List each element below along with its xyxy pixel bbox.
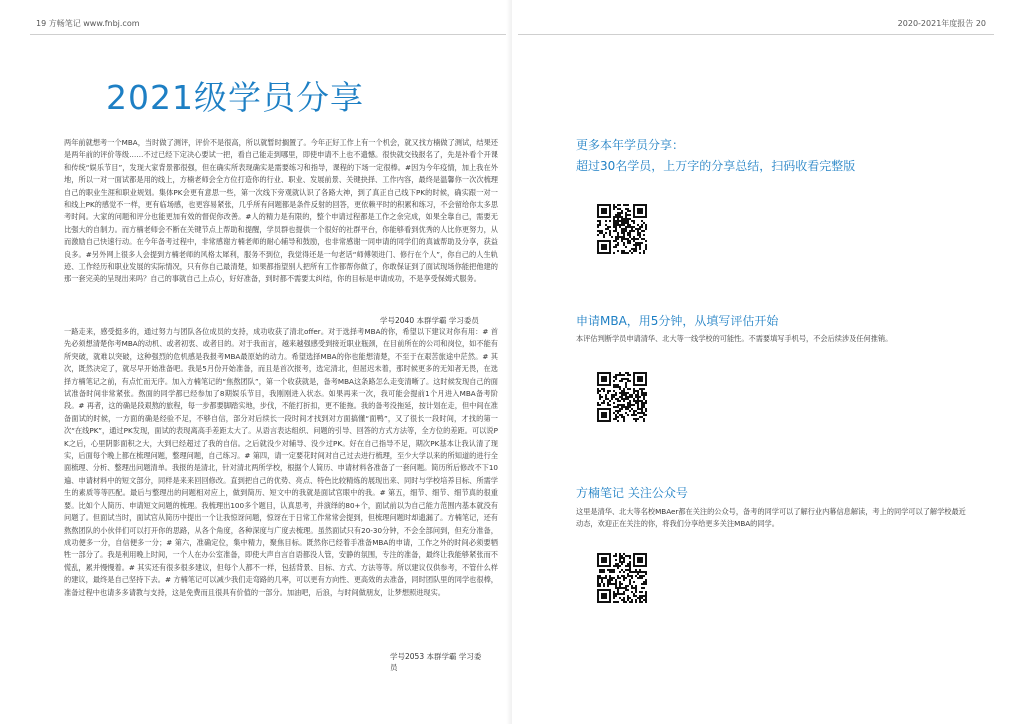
left-header-rule — [30, 34, 506, 35]
more-shares-subheading: 超过30名学员，上万字的分享总结，扫码收看完整版 — [576, 159, 856, 173]
apply-mba-heading: 申请MBA，用5分钟，从填写评估开始 — [576, 314, 779, 328]
qr-code-icon[interactable] — [596, 371, 648, 423]
left-running-header: 19 方畅笔记 www.fnbj.com — [36, 19, 140, 28]
apply-mba-description: 本评估判断学员申请清华、北大等一线学校的可能性。不需要填写手机号，不会后续涉及任何推销。 — [576, 334, 893, 343]
wechat-follow-heading: 方楠笔记 关注公众号 — [576, 486, 688, 500]
right-page — [512, 0, 1024, 724]
student-story-1: 两年前就想考一个MBA，当时做了测评，评价不是很高，所以就暂时搁置了。今年正好工作上有一个机会，就又找方楠做了测试，结果还是两年前的评价等级……不过已经下定决心要试一把，看自己能走到哪里，即使申请不上也不遗憾。很快就交钱报名了，先是补看个开课和传统“娱乐节目”，发现大家背景都很强，但在确实所表现确实是需要练习和指导，课程的下场一定很棒。#因为今年疫情，加上我在外地，所以一对一面试都是用的线上，方楠老师会全方位打造你的行业、职业、发展前景、关键抉择、工作内容，最终是温馨你一次次梳理自己的职业生涯和职业规划。集体PK会更有意思一些，第一次线下旁观就认识了各路大神，到了真正自己线下PK的时候，确实跟一对一和线上PK的感觉不一样，更有临场感，也更容易紧张，几乎所有问题都是条件反射的回答，更依赖平时的积累和练习，不会留给你太多思考时间。大家的问题和评分也能更加有效的督促你改善。#人的精力是有限的，整个申请过程都是工作之余完成，如果全靠自己，需要无比强大的自制力。而方楠老师会不断在关键节点上帮助和提醒，学员群也提供一个很好的社群平台，你能够看到优秀的人比你更努力，从而激励自己快速行动。在今年备考过程中，非常感谢方楠老师的耐心辅导和鼓励，也非常感谢一同申请的同学们的真诚帮助及分享，获益良多。#另外网上很多人会提到方楠老师的风格太犀利，服务不到位，我觉得还是一句老话“师傅领进门、修行在个人”，你自己的人生轨迹、工作经历和职业发展的实际情况，只有你自己最清楚，如果都指望别人把所有工作都帮你做了，你敢保证到了面试现场你能把他建的那一套完美的呈现出来吗？自己的事就自己上点心，好好准备，到时都不需要太纠结，你的目标是申请成功，不是享受保姆式服务。 — [64, 138, 498, 284]
wechat-follow-description: 这里是清华、北大等名校MBAer都在关注的公众号，备考的同学可以了解行业内幕信息解读，考上的同学可以了解学校最近动态，欢迎正在关注的你，将我们分享给更多关注MBA的同学。 — [576, 507, 966, 528]
student-byline-1: 学号2040 本群学霸 学习委员 — [380, 316, 479, 325]
student-byline-2: 学号2053 本群学霸 学习委员 — [390, 652, 482, 672]
qr-code-icon[interactable] — [596, 552, 648, 604]
student-story-2: 一路走来，感受挺多的，通过努力与团队各位成员的支持，成功收获了清北offer。对于选择考MBA的你，希望以下建议对你有用：# 首先必须想清楚你考MBA的动机、或者初衷、或者目的。对于我而言，越来越强感受到接近职业瓶颈，在目前所在的公司和岗位，如不能有所突破，就难以突破，这种强烈的危机感是我报考MBA最原始的动力。希望选择MBA的你也能想清楚，不至于在艰苦旅途中茫然。# 其次，既然决定了，就尽早开始准备吧。我是5月份开始准备，而且是首次报考，选定清北，但屈迟未着，那时候更多的无知者无畏，在选择方楠笔记之前，有点忙而无序。加入方楠笔记的“焦熬团队”，第一个收获就是，备考MBA这条路怎么走变清晰了。这时候发现自己的面试准备时间非常紧张。熬面的同学都已经参加了8期娱乐节目，我刚刚进入状态。如果再来一次，我可能会提前1个月进入MBA备考阶段。# 再者，这的确是段艰熬的旅程，每一步都要脚踏实地，步伐，不能打折扣，更不能拖。我的备考没拖延，按计划在走，但中间在准备面试的时候，一方面的确是经验不足，不够自信，部分对后续长一段时间才找到对方面搞懂“面鸭”，又了很长一段时间，才找的第一次“在线PK”，通过PK发现，面试的表现离高手差距太大了。从语言表达组织、问题的引导、回答的方式方法等，全方位的差距。可以说PK之后，心里阴影面积之大，大到已经超过了我的自信。之后就没少对辅导、没少过PK。好在自己指导不足，期次PK基本让我认清了现实，后面每个晚上都在梳理问题，整理问题，自己练习。# 第四，请一定要花时间对自己过去进行梳理，至少大学以来的所知道的进行全面梳理、分析、整理出问题清单。我报的是清北，针对清北两所学校，根据个人简历、申请材料各准备了一套问题。简历所后修改不下10遍、申请材料中的短文部分，同样是来来回回修改。直到把自己的优势、亮点、特色比较精炼的展现出来、同时与学校培养目标、所需学生的素质等等匹配。最后与整理出的问题相对应上，做到简历、短文中的我就是面试官眼中的我。# 第五，细节、细节、细节真的很重要。比如个人简历、申请短文问题的梳理。我梳理出100多个题目，认真思考，并演绎的80+个，面试前以为自己能力范围内基本就没有问题了。但面试当时，面试官从简历中提出一个让我惊讶问题，惊讶在于日常工作常常会提到，但梳理问题时却遗漏了。方楠笔记，还有熬熬团队的小伙伴们可以打开你的思路，从各个角度，各种深度与广度去梳理。虽然面试只有20-30分钟，不会全部问到，但充分准备，成功便多一分，自信便多一分；# 第六，准确定位，集中精力，聚焦目标。既然你已经着手准备MBA的申请，工作之外的时间必须要牺牲一部分了。我是利用晚上时间，一个人在办公室准备，即使大声自言自语都没人管，安静的氛围，专注的准备，最终让我能够紧张而不慌乱，累并慢慢着。# 其实还有很多很多建议，但每个人都不一样，包括背景、目标、方式、方法等等。所以建议仅供参考，不管什么样的建议，最终是自己坚持下去。# 方楠笔记可以减少我们走弯路的几率，可以更有方向性、更高效的去准备，同时团队里的同学也很棒，准备过程中也请多多请教与支持，这是免费而且很具有价值的一部分。加油吧，后浪，与时间做朋友，让梦想照进现实。 — [64, 327, 498, 597]
right-running-header: 2020-2021年度报告 20 — [897, 19, 986, 28]
qr-code-icon[interactable] — [596, 203, 648, 255]
right-header-rule — [518, 34, 994, 35]
page-title: 2021级学员分享 — [106, 78, 364, 117]
more-shares-heading: 更多本年学员分享： — [576, 138, 685, 152]
